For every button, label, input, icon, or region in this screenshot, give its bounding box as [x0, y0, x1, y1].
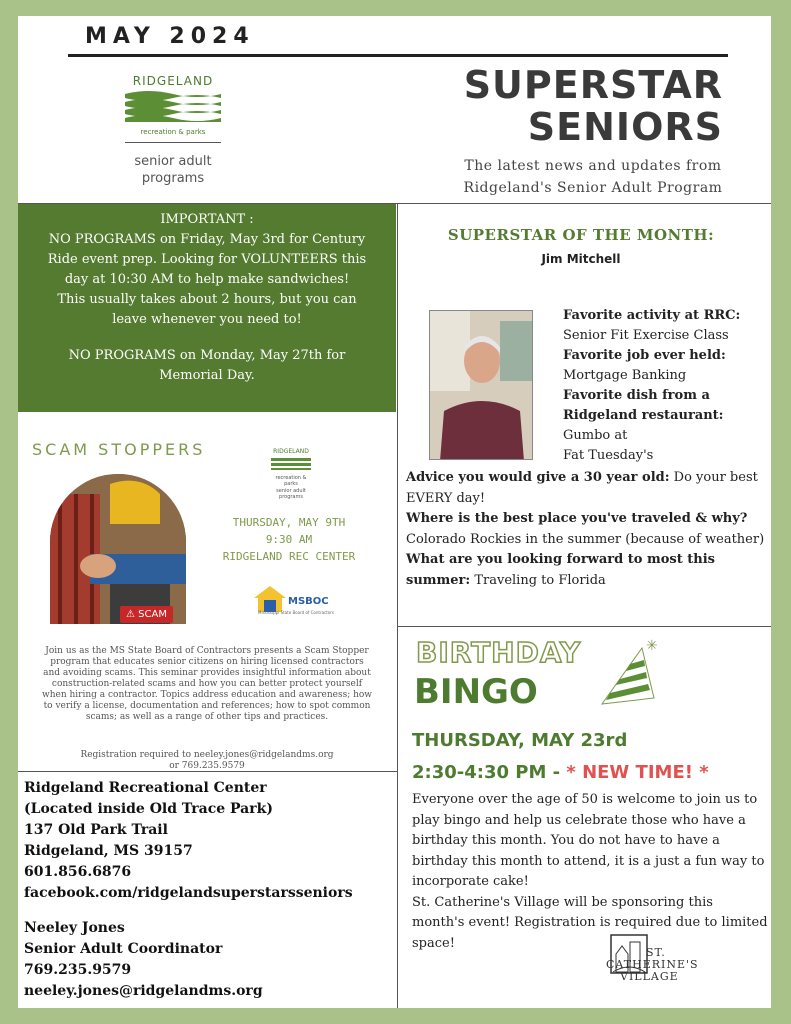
superstar-photo: [429, 310, 533, 460]
scam-event-details: [204, 514, 374, 565]
favorite-question: Favorite dish from a: [563, 388, 710, 403]
favorite-question: Favorite activity at RRC:: [563, 308, 741, 323]
newsletter-subtitle: [443, 155, 743, 199]
title-line1: SUPERSTAR: [463, 63, 723, 107]
superstar-favorites: [563, 306, 763, 466]
logo-divider: [125, 142, 221, 143]
header-rule: [68, 54, 728, 57]
contact-line: 137 Old Park Trail: [24, 822, 168, 838]
small-logo-waves-icon: [271, 458, 311, 470]
favorite-answer: Senior Fit Exercise Class: [563, 328, 729, 343]
scam-event-date: THURSDAY, MAY 9TH: [232, 516, 346, 529]
contact-line: Senior Adult Coordinator: [24, 941, 223, 957]
scam-title: SCAM STOPPERS: [32, 440, 206, 459]
right-section-divider: [398, 626, 771, 627]
contact-line: Ridgeland, MS 39157: [24, 843, 193, 859]
sponsor-name-line3: VILLAGE: [620, 970, 679, 983]
contact-line: (Located inside Old Trace Park): [24, 801, 273, 817]
notice-line: leave whenever you need to!: [112, 312, 302, 327]
small-logo-program: senior adult programs: [276, 488, 306, 500]
logo-program-line2: programs: [141, 171, 205, 186]
qa-answer: Do your best EVERY day!: [406, 470, 758, 506]
scam-event-location: RIDGELAND REC CENTER: [222, 550, 356, 563]
favorite-question: Favorite job ever held:: [563, 348, 726, 363]
qa-answer: Colorado Rockies in the summer (because of weather): [406, 531, 765, 547]
superstar-qa: [406, 468, 766, 591]
small-logo-sub: recreation & parks: [275, 475, 307, 487]
logo-org-name: RIDGELAND: [132, 74, 214, 88]
important-notice: [18, 204, 396, 412]
contact-line: neeley.jones@ridgelandms.org: [24, 983, 263, 999]
scam-warning-badge: ⚠ SCAM: [120, 606, 173, 623]
contact-line: Neeley Jones: [24, 920, 125, 936]
st-catherines-logo: [606, 934, 716, 994]
logo-subtitle: recreation & parks: [140, 128, 206, 136]
notice-line: Ride event prep. Looking for VOLUNTEERS this: [47, 252, 367, 267]
bingo-description-para1: Everyone over the age of 50 is welcome to join us to play bingo and help us celebrate those who have a birthday this month. You do not have to have a birthday this month to attend, it is a just a fun way to incorporate cake!: [412, 792, 765, 889]
superstar-heading: SUPERSTAR OF THE MONTH:: [447, 226, 715, 244]
issue-month: MAY 2024: [85, 24, 255, 49]
qa-question: Advice you would give a 30 year old:: [406, 470, 670, 485]
msboc-logo: [252, 584, 342, 624]
qa-question: Where is the best place you've traveled & why?: [406, 511, 748, 526]
notice-line: This usually takes about 2 hours, but you can: [57, 292, 357, 307]
notice-line: NO PROGRAMS on Monday, May 27th for: [68, 348, 346, 363]
bingo-description: [412, 790, 768, 954]
svg-text:✳: ✳: [646, 638, 658, 654]
notice-heading: IMPORTANT :: [160, 212, 254, 227]
msboc-subtitle: Mississippi State Board of Contractors: [258, 610, 334, 615]
bingo-time-range: 2:30-4:30 PM -: [412, 762, 567, 783]
scam-description: Join us as the MS State Board of Contractors presents a Scam Stopper program that educates senior citizens on hiring licensed contractors and avoiding scams. This seminar provides insightful information about construction-related scams and how you can better protect yourself when hiring a contractor. Topics address education and awareness; how to verify a license, documentation and references; how to spot common scams; as well as a range of other tips and practices.: [42, 646, 373, 722]
sponsor-name-line2: CATHERINE'S: [606, 958, 699, 971]
scam-registration-line1: Registration required to neeley.jones@ridgelandms.org: [80, 750, 334, 760]
birthday-heading: BIRTHDAY: [416, 636, 582, 669]
notice-line: NO PROGRAMS on Friday, May 3rd for Century: [48, 232, 366, 247]
handshake-photo: [50, 474, 186, 624]
ridgeland-small-logo: [268, 448, 314, 500]
party-hat-icon: [598, 638, 658, 708]
contact-line: 769.235.9579: [24, 962, 132, 978]
favorite-answer: Gumbo at: [563, 428, 628, 443]
scam-event-time: 9:30 AM: [265, 533, 313, 546]
favorite-answer: Fat Tuesday's: [563, 448, 654, 463]
superstar-name: Jim Mitchell: [541, 252, 621, 266]
notice-line: day at 10:30 AM to help make sandwiches!: [64, 272, 350, 287]
newsletter-title: [464, 64, 723, 148]
subtitle-line1: The latest news and updates from: [464, 158, 722, 174]
scam-stoppers-flyer: [18, 428, 396, 771]
newsletter-page: [18, 16, 771, 1008]
new-time-label: * NEW TIME! *: [566, 762, 709, 783]
logo-program-line1: senior adult: [134, 154, 212, 169]
qa-question: What are you looking forward to most this summer:: [406, 552, 715, 588]
scam-registration: [42, 750, 372, 772]
qa-answer: Traveling to Florida: [470, 572, 606, 588]
small-logo-org: RIDGELAND: [273, 448, 309, 455]
favorite-question: Ridgeland restaurant:: [563, 408, 724, 423]
scam-badge-label: SCAM: [138, 609, 167, 620]
bingo-heading: BINGO: [414, 672, 538, 712]
favorite-answer: Mortgage Banking: [563, 368, 687, 383]
subtitle-line2: Ridgeland's Senior Adult Program: [463, 180, 723, 196]
contact-line: Ridgeland Recreational Center: [24, 780, 267, 796]
scam-registration-line2: or 769.235.9579: [169, 761, 245, 771]
logo-waves-icon: [125, 88, 221, 122]
bingo-date: THURSDAY, MAY 23rd: [412, 730, 628, 751]
sponsor-name-line1: ST.: [646, 946, 666, 959]
notice-line: Memorial Day.: [159, 368, 255, 383]
bingo-description-para2: St. Catherine's Village will be sponsoring this month's event! Registration is required due to limited space!: [412, 894, 768, 951]
contact-line: 601.856.6876: [24, 864, 132, 880]
contact-line: facebook.com/ridgelandsuperstarsseniors: [24, 885, 353, 901]
ridgeland-logo: [118, 74, 228, 187]
title-line2: SENIORS: [527, 105, 723, 149]
bingo-time: [412, 762, 709, 783]
contact-info: [24, 778, 394, 1002]
msboc-name: MSBOC: [288, 596, 329, 607]
column-divider: [397, 204, 398, 1008]
logo-program-name: [118, 153, 228, 187]
